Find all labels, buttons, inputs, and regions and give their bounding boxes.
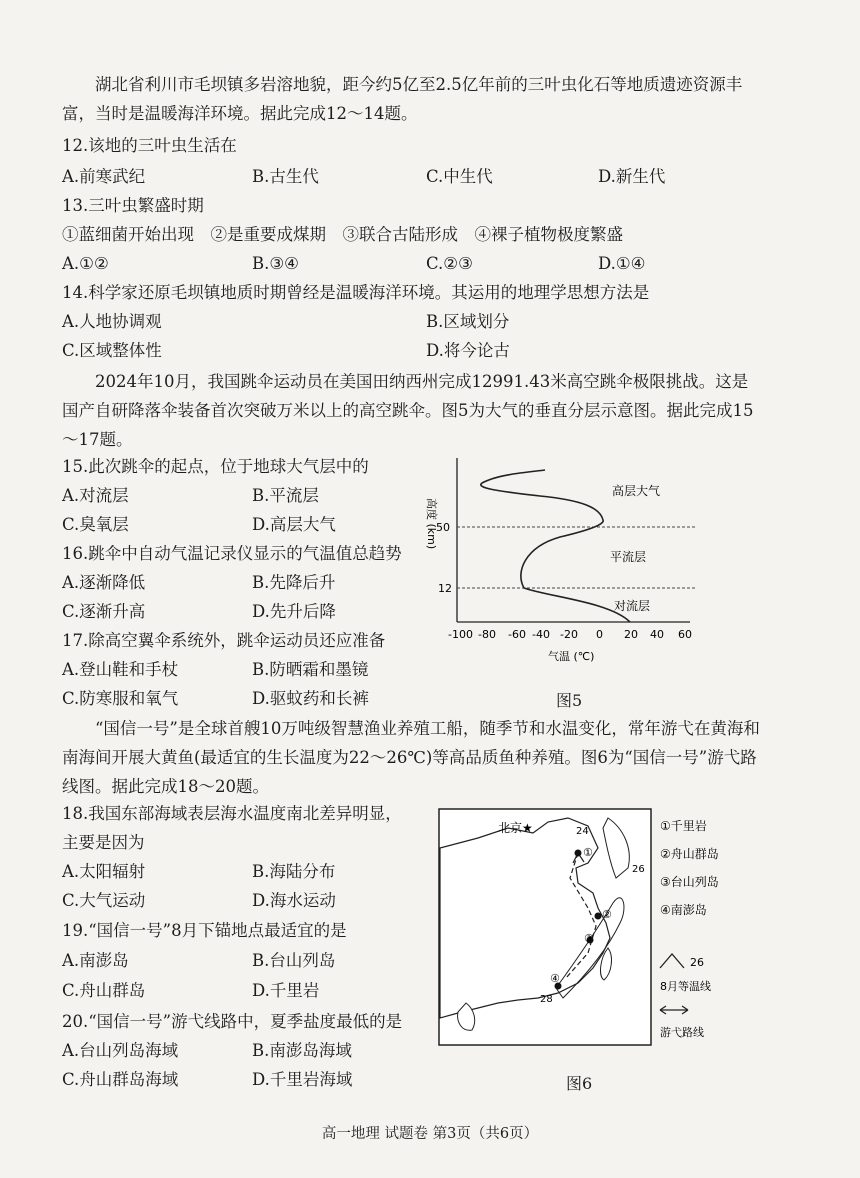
x-tick-20: 20 [624, 628, 638, 641]
x-tick-40: 40 [650, 628, 664, 641]
intro-paragraph-12-14: 湖北省利川市毛坝镇多岩溶地貌，距今约5亿至2.5亿年前的三叶虫化石等地质遗迹资源丰富，当时是温暖海洋环境。据此完成12～14题。 [62, 75, 743, 123]
question-12-stem: 12.该地的三叶虫生活在 [62, 136, 237, 155]
layer-label-troposphere: 对流层 [614, 599, 651, 613]
isotherm-legend-label: 8月等温线 [660, 980, 711, 993]
y-axis-label: 高度 (km) [425, 498, 438, 550]
route-legend-icon [660, 1006, 688, 1014]
q17-option-c: C.防寒服和氧气 [62, 689, 179, 708]
q14-option-a: A.人地协调观 [62, 312, 162, 331]
label-2: ② [602, 908, 612, 921]
q16-option-a: A.逐渐降低 [62, 573, 146, 592]
q14-option-b: B.区域划分 [426, 312, 510, 331]
x-tick-neg20: -20 [560, 628, 578, 641]
q17-option-b: B.防晒霜和墨镜 [252, 660, 369, 679]
q16-option-b: B.先降后升 [252, 573, 336, 592]
q12-option-c: C.中生代 [426, 167, 493, 186]
legend-item-1: ①千里岩 [660, 819, 707, 833]
q12-option-a: A.前寒武纪 [62, 167, 146, 186]
marker-qianliyan [575, 850, 582, 857]
q20-option-c: C.舟山群岛海域 [62, 1070, 179, 1089]
isotherm-legend-icon [660, 954, 684, 968]
q15-option-d: D.高层大气 [252, 515, 336, 534]
intro-paragraph-18-20: “国信一号”是全球首艘10万吨级智慧渔业养殖工船，随季节和水温变化，常年游弋在黄海和南海间开展大黄鱼(最适宜的生长温度为22～26℃)等高品质鱼种养殖。图6为“国信一号”游弋路线图。据此完成18～20题。 [62, 719, 760, 796]
q15-option-b: B.平流层 [252, 486, 319, 505]
isotherm-legend-value: 26 [690, 956, 704, 969]
question-16-stem: 16.跳伞中自动气温记录仪显示的气温值总趋势 [62, 544, 402, 563]
figure-5-atmosphere-layers [420, 452, 710, 672]
q19-option-d: D.千里岩 [252, 981, 320, 1000]
q16-option-d: D.先升后降 [252, 602, 336, 621]
question-13-items: ①蓝细菌开始出现 ②是重要成煤期 ③联合古陆形成 ④裸子植物极度繁盛 [62, 225, 623, 244]
q16-option-c: C.逐渐升高 [62, 602, 146, 621]
x-tick-neg60: -60 [508, 628, 526, 641]
q14-option-c: C.区域整体性 [62, 341, 162, 360]
question-17-stem: 17.除高空翼伞系统外，跳伞运动员还应准备 [62, 631, 386, 650]
layer-label-stratosphere: 平流层 [610, 550, 647, 564]
q18-option-a: A.太阳辐射 [62, 862, 146, 881]
y-tick-12: 12 [438, 582, 452, 595]
q18-option-b: B.海陆分布 [252, 862, 336, 881]
x-tick-0: 0 [596, 628, 603, 641]
question-14-stem: 14.科学家还原毛坝镇地质时期曾经是温暖海洋环境。其运用的地理学思想方法是 [62, 283, 650, 302]
label-1: ① [583, 846, 593, 859]
page-footer: 高一地理 试题卷 第3页（共6页） [321, 1126, 539, 1142]
isotherm-label-26: 26 [632, 864, 645, 875]
x-tick-neg100: -100 [448, 628, 473, 641]
q13-option-a: A.①② [62, 254, 109, 273]
q18-option-d: D.海水运动 [252, 891, 336, 910]
q12-option-d: D.新生代 [598, 167, 666, 186]
figure-6-caption: 图6 [566, 1074, 593, 1093]
figure-5-caption: 图5 [556, 691, 583, 710]
q20-option-b: B.南澎岛海域 [252, 1041, 352, 1060]
label-3: ③ [584, 932, 594, 945]
q13-option-c: C.②③ [426, 254, 473, 273]
x-tick-neg40: -40 [532, 628, 550, 641]
question-13-stem: 13.三叶虫繁盛时期 [62, 196, 204, 215]
x-tick-neg80: -80 [478, 628, 496, 641]
legend-item-2: ②舟山群岛 [660, 847, 719, 861]
question-20-stem: 20.“国信一号”游弋线路中，夏季盐度最低的是 [62, 1012, 403, 1031]
isotherm-label-28: 28 [540, 994, 553, 1005]
label-4: ④ [550, 972, 560, 985]
q15-option-a: A.对流层 [62, 486, 129, 505]
temperature-curve [481, 470, 630, 622]
q18-option-c: C.大气运动 [62, 891, 146, 910]
question-15-stem: 15.此次跳伞的起点，位于地球大气层中的 [62, 457, 369, 476]
q20-option-d: D.千里岩海域 [252, 1070, 353, 1089]
isotherm-label-24: 24 [576, 826, 589, 837]
layer-label-high: 高层大气 [612, 484, 661, 498]
beijing-label: 北京★ [498, 821, 533, 835]
question-18-stem-line1: 18.我国东部海域表层海水温度南北差异明显， [62, 804, 402, 823]
q19-option-b: B.台山列岛 [252, 951, 336, 970]
figure-6-route-map [438, 808, 748, 1048]
q13-option-d: D.①④ [598, 254, 646, 273]
route-legend-label: 游弋路线 [660, 1026, 704, 1039]
q12-option-b: B.古生代 [252, 167, 319, 186]
q19-option-c: C.舟山群岛 [62, 981, 146, 1000]
intro-paragraph-15-17: 2024年10月，我国跳伞运动员在美国田纳西州完成12991.43米高空跳伞极限挑战。这是国产自研降落伞装备首次突破万米以上的高空跳伞。图5为大气的垂直分层示意图。据此完成15～17题。 [62, 372, 754, 449]
q13-option-b: B.③④ [252, 254, 299, 273]
legend-item-4: ④南澎岛 [660, 903, 707, 917]
y-tick-50: 50 [436, 521, 450, 534]
marker-zhoushan [595, 913, 602, 920]
q17-option-d: D.驱蚊药和长裤 [252, 689, 369, 708]
q19-option-a: A.南澎岛 [62, 951, 129, 970]
x-axis-label: 气温 (℃) [548, 650, 595, 663]
q17-option-a: A.登山鞋和手杖 [62, 660, 179, 679]
question-18-stem-line2: 主要是因为 [62, 833, 145, 852]
q15-option-c: C.臭氧层 [62, 515, 129, 534]
legend-item-3: ③台山列岛 [660, 875, 719, 889]
q14-option-d: D.将今论古 [426, 341, 510, 360]
question-19-stem: 19.“国信一号”8月下锚地点最适宜的是 [62, 921, 347, 940]
q20-option-a: A.台山列岛海域 [62, 1041, 179, 1060]
x-tick-60: 60 [678, 628, 692, 641]
